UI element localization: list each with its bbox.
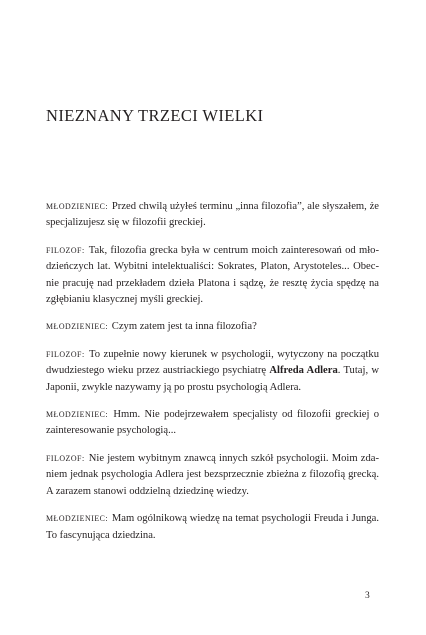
speaker-label: FILOZOF:	[46, 349, 85, 359]
dialogue-text: Nie jestem wybitnym znawcą innych szkół psychologii. Moim zdaniem jednak psychologia Adlera jest bezsprzecznie zbieżna z filozofią grecką. A zarazem stanowi oddzielną dziedzinę wiedzy.	[46, 452, 379, 497]
speaker-label: MŁODZIENIEC:	[46, 514, 109, 524]
dialogue-paragraph	[46, 319, 379, 335]
dialogue-text: To zupełnie nowy kierunek w psychologii, wytyczony na początku dwudziestego wieku przez austriackiego psychiatrę	[46, 348, 379, 377]
speaker-label: FILOZOF:	[46, 453, 85, 463]
speaker-label: FILOZOF:	[46, 245, 85, 255]
dialogue-paragraph	[46, 407, 379, 440]
dialogue-paragraph	[46, 511, 379, 544]
dialogue-paragraph	[46, 243, 379, 309]
dialogue-paragraph	[46, 347, 379, 396]
speaker-label: MŁODZIENIEC:	[46, 410, 109, 420]
chapter-title: NIEZNANY TRZECI WIELKI	[46, 106, 264, 125]
dialogue-text: Mam ogólnikową wiedzę na temat psychologii Freuda i Junga. To fascynująca dziedzina.	[46, 513, 379, 541]
page-number: 3	[365, 591, 370, 601]
emphasized-name: Alfreda Adlera	[269, 365, 338, 377]
dialogue-paragraph	[46, 451, 379, 500]
dialogue-text: Hmm. Nie podejrzewałem specjalisty od filozofii greckiej o zainteresowanie psychologią...	[46, 409, 379, 437]
dialogue-text: Przed chwilą użyłeś terminu „inna filozofia”, ale słyszałem, że specjalizujesz się w filozofii greckiej.	[46, 201, 379, 229]
speaker-label: MŁODZIENIEC:	[46, 202, 109, 211]
dialogue-text: Czym zatem jest ta inna filozofia?	[111, 321, 257, 333]
speaker-label: MŁODZIENIEC:	[46, 322, 109, 332]
dialogue-text: Tak, filozofia grecka była w centrum moich zainteresowań od młodzieńczych lat. Wybitni intelektualiści: Sokrates, Platon, Arystoteles... Obecnie pracuję nad przekładem dzieła Platona i sądzę, że resztę życia spędzę na zgłębianiu klasycznej myśli greckiej.	[46, 244, 379, 306]
dialogue-paragraph	[46, 199, 379, 232]
dialogue-body	[46, 199, 379, 555]
dialogue-text: . Tutaj, w Japonii, zwykle nazywamy ją po prostu psychologią Adlera.	[46, 365, 379, 393]
